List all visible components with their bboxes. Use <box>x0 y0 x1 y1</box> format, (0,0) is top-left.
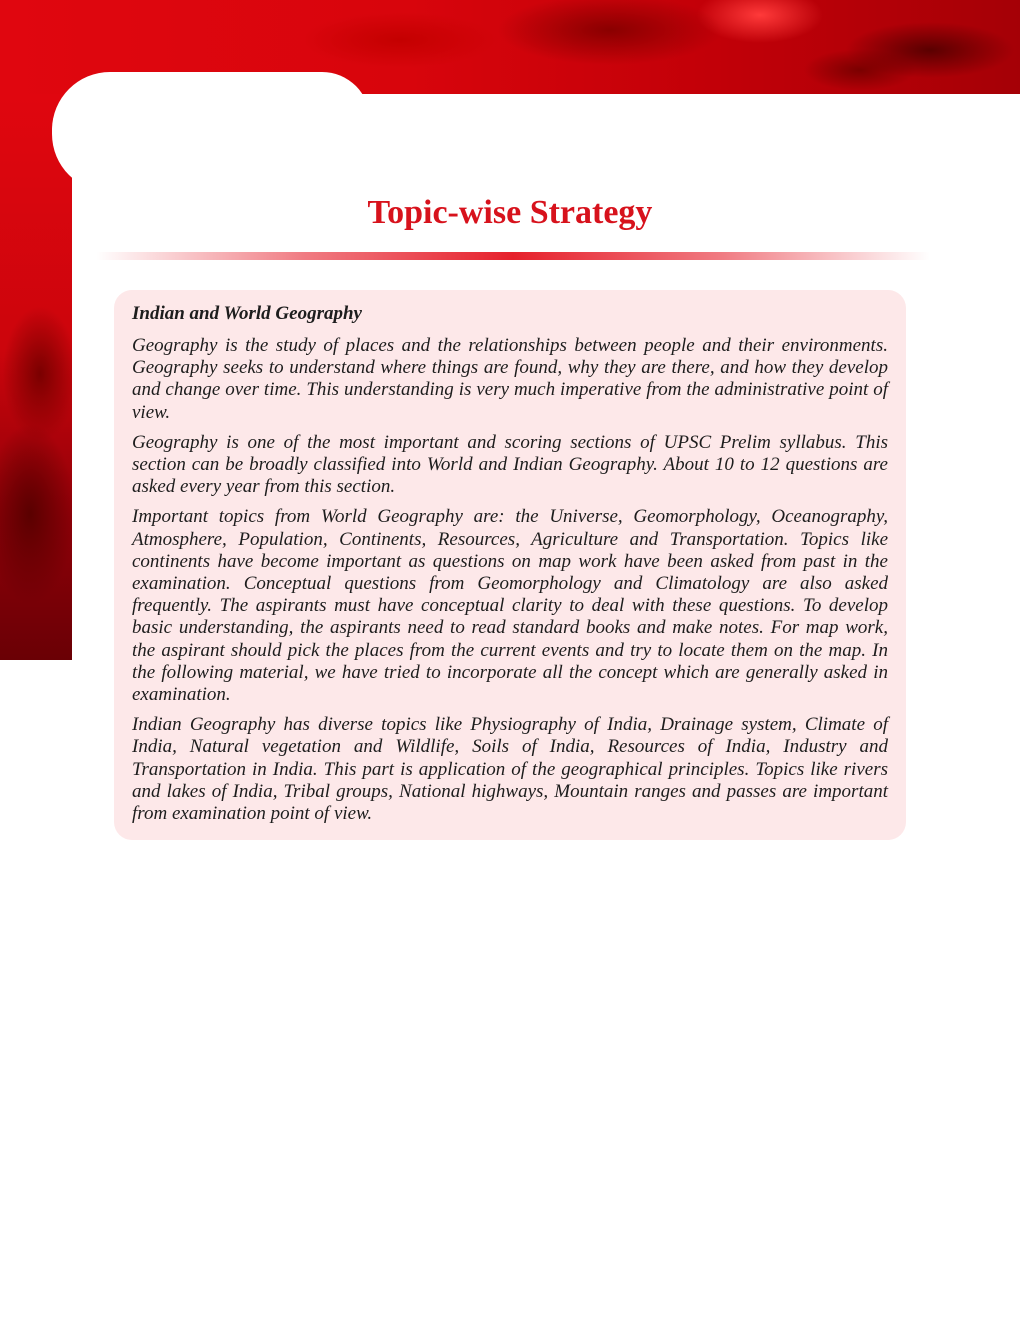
title-divider <box>96 252 930 260</box>
page-title: Topic-wise Strategy <box>367 194 653 231</box>
section-heading: Indian and World Geography <box>132 303 362 324</box>
paragraph-definition: Geography is the study of places and the relationships between people and their environments. Geography seeks to understand where things are found, why they are there, and how they develop and change over time. This understanding is very much imperative from the administrative point of view. <box>132 335 888 423</box>
paragraph-importance: Geography is one of the most important and scoring sections of UPSC Prelim syllabus. This section can be broadly classified into World and Indian Geography. About 10 to 12 questions are asked every year from this section. <box>132 431 888 498</box>
paragraph-world-geography: Important topics from World Geography are: the Universe, Geomorphology, Oceanography, Atmosphere, Population, Continents, Resources, Agriculture and Transportation. Topics like continents have become important as questions on map work have been asked from past in the examination. Conceptual questions from Geomorphology and Climatology are also asked frequently. The aspirants must have conceptual clarity to deal with these questions. To develop basic understanding, the aspirants need to read standard books and make notes. For map work, the aspirant should pick the places from the current events and try to locate them on the map. In the following material, we have tried to incorporate all the concept which are generally asked in examination. <box>132 506 888 706</box>
strategy-content-box <box>114 290 906 840</box>
decorative-red-side-band <box>0 94 72 660</box>
decorative-white-tab <box>52 72 370 192</box>
paragraph-indian-geography: Indian Geography has diverse topics like Physiography of India, Drainage system, Climate of India, Natural vegetation and Wildlife, Soils of India, Resources of India, Industry and Transportation in India. This part is application of the geographical principles. Topics like rivers and lakes of India, Tribal groups, National highways, Mountain ranges and passes are important from examination point of view. <box>132 714 888 825</box>
